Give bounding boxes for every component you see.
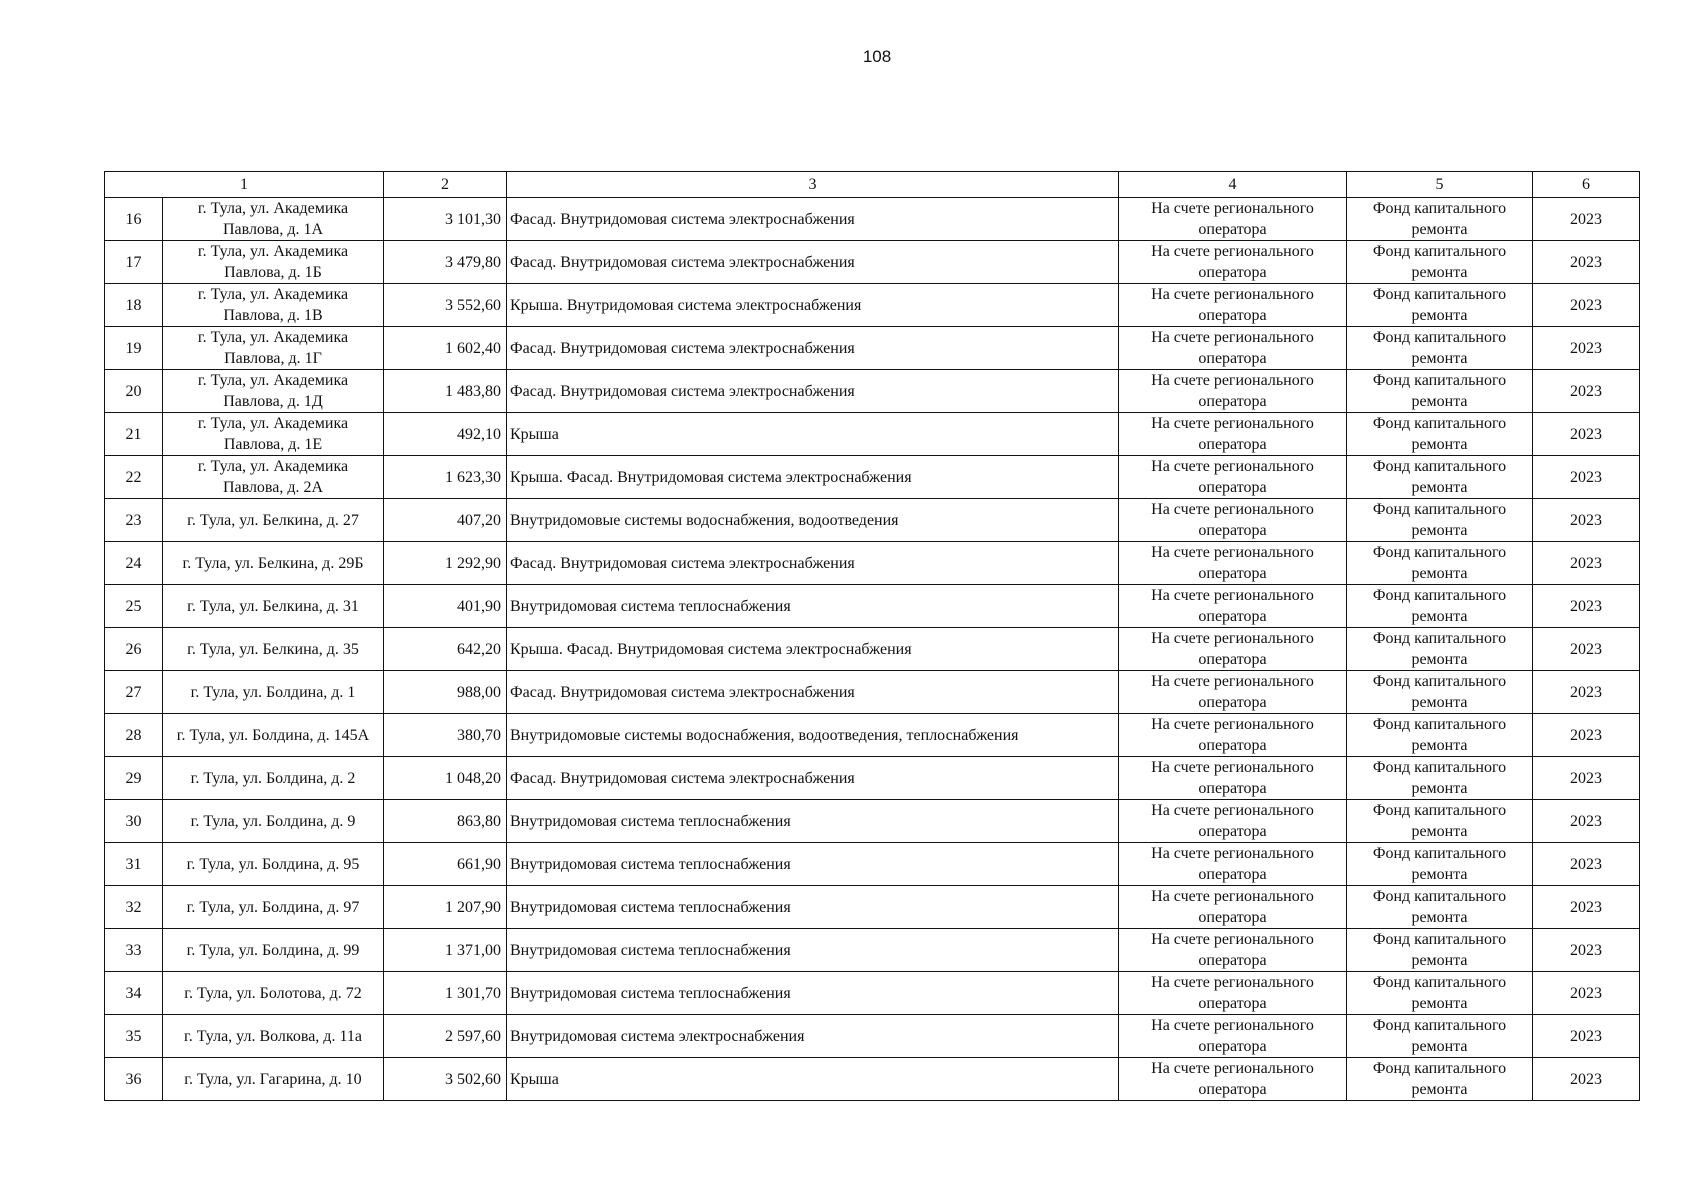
funding-source-cell: Фонд капитального ремонта bbox=[1347, 843, 1533, 886]
address-cell: г. Тула, ул. Академика Павлова, д. 1Б bbox=[163, 241, 384, 284]
address-cell: г. Тула, ул. Болдина, д. 97 bbox=[163, 886, 384, 929]
row-number: 35 bbox=[105, 1015, 163, 1058]
row-number: 32 bbox=[105, 886, 163, 929]
funding-source-cell: Фонд капитального ремонта bbox=[1347, 241, 1533, 284]
table-row bbox=[105, 1058, 1640, 1101]
fund-method-cell: На счете регионального оператора bbox=[1119, 585, 1347, 628]
header-cell-2: 2 bbox=[384, 172, 507, 198]
year-cell: 2023 bbox=[1533, 972, 1640, 1015]
table-row bbox=[105, 886, 1640, 929]
works-cell: Фасад. Внутридомовая система электроснабжения bbox=[507, 241, 1119, 284]
row-number: 27 bbox=[105, 671, 163, 714]
funding-source-cell: Фонд капитального ремонта bbox=[1347, 671, 1533, 714]
row-number: 33 bbox=[105, 929, 163, 972]
header-row bbox=[105, 172, 1640, 198]
row-number: 34 bbox=[105, 972, 163, 1015]
table-row bbox=[105, 800, 1640, 843]
fund-method-cell: На счете регионального оператора bbox=[1119, 284, 1347, 327]
funding-source-cell: Фонд капитального ремонта bbox=[1347, 972, 1533, 1015]
address-cell: г. Тула, ул. Болдина, д. 95 bbox=[163, 843, 384, 886]
funding-source-cell: Фонд капитального ремонта bbox=[1347, 757, 1533, 800]
address-cell: г. Тула, ул. Белкина, д. 35 bbox=[163, 628, 384, 671]
row-number: 36 bbox=[105, 1058, 163, 1101]
address-cell: г. Тула, ул. Болдина, д. 1 bbox=[163, 671, 384, 714]
area-cell: 1 301,70 bbox=[384, 972, 507, 1015]
fund-method-cell: На счете регионального оператора bbox=[1119, 542, 1347, 585]
area-cell: 3 101,30 bbox=[384, 198, 507, 241]
table-row bbox=[105, 542, 1640, 585]
table-row bbox=[105, 843, 1640, 886]
fund-method-cell: На счете регионального оператора bbox=[1119, 413, 1347, 456]
header-cell-4: 4 bbox=[1119, 172, 1347, 198]
fund-method-cell: На счете регионального оператора bbox=[1119, 1015, 1347, 1058]
table-row bbox=[105, 757, 1640, 800]
works-cell: Внутридомовые системы водоснабжения, водоотведения bbox=[507, 499, 1119, 542]
row-number: 26 bbox=[105, 628, 163, 671]
area-cell: 2 597,60 bbox=[384, 1015, 507, 1058]
works-cell: Фасад. Внутридомовая система электроснабжения bbox=[507, 370, 1119, 413]
fund-method-cell: На счете регионального оператора bbox=[1119, 628, 1347, 671]
works-cell: Крыша. Внутридомовая система электроснабжения bbox=[507, 284, 1119, 327]
header-cell-1: 1 bbox=[105, 172, 384, 198]
fund-method-cell: На счете регионального оператора bbox=[1119, 843, 1347, 886]
area-cell: 863,80 bbox=[384, 800, 507, 843]
funding-source-cell: Фонд капитального ремонта bbox=[1347, 327, 1533, 370]
year-cell: 2023 bbox=[1533, 413, 1640, 456]
row-number: 23 bbox=[105, 499, 163, 542]
table-row bbox=[105, 456, 1640, 499]
address-cell: г. Тула, ул. Гагарина, д. 10 bbox=[163, 1058, 384, 1101]
funding-source-cell: Фонд капитального ремонта bbox=[1347, 886, 1533, 929]
works-cell: Крыша. Фасад. Внутридомовая система электроснабжения bbox=[507, 456, 1119, 499]
works-cell: Крыша. Фасад. Внутридомовая система электроснабжения bbox=[507, 628, 1119, 671]
area-cell: 3 479,80 bbox=[384, 241, 507, 284]
address-cell: г. Тула, ул. Академика Павлова, д. 2А bbox=[163, 456, 384, 499]
year-cell: 2023 bbox=[1533, 757, 1640, 800]
row-number: 17 bbox=[105, 241, 163, 284]
fund-method-cell: На счете регионального оператора bbox=[1119, 241, 1347, 284]
funding-source-cell: Фонд капитального ремонта bbox=[1347, 413, 1533, 456]
table-row bbox=[105, 413, 1640, 456]
row-number: 28 bbox=[105, 714, 163, 757]
fund-method-cell: На счете регионального оператора bbox=[1119, 1058, 1347, 1101]
funding-source-cell: Фонд капитального ремонта bbox=[1347, 1058, 1533, 1101]
address-cell: г. Тула, ул. Академика Павлова, д. 1Г bbox=[163, 327, 384, 370]
area-cell: 1 207,90 bbox=[384, 886, 507, 929]
fund-method-cell: На счете регионального оператора bbox=[1119, 370, 1347, 413]
area-cell: 1 292,90 bbox=[384, 542, 507, 585]
area-cell: 3 502,60 bbox=[384, 1058, 507, 1101]
year-cell: 2023 bbox=[1533, 628, 1640, 671]
table-row bbox=[105, 714, 1640, 757]
fund-method-cell: На счете регионального оператора bbox=[1119, 757, 1347, 800]
table-row bbox=[105, 929, 1640, 972]
fund-method-cell: На счете регионального оператора bbox=[1119, 714, 1347, 757]
year-cell: 2023 bbox=[1533, 886, 1640, 929]
funding-source-cell: Фонд капитального ремонта bbox=[1347, 456, 1533, 499]
capital-repair-table bbox=[104, 171, 1640, 1101]
works-cell: Внутридомовая система теплоснабжения bbox=[507, 929, 1119, 972]
row-number: 31 bbox=[105, 843, 163, 886]
area-cell: 1 623,30 bbox=[384, 456, 507, 499]
area-cell: 988,00 bbox=[384, 671, 507, 714]
year-cell: 2023 bbox=[1533, 714, 1640, 757]
funding-source-cell: Фонд капитального ремонта bbox=[1347, 585, 1533, 628]
table-row bbox=[105, 1015, 1640, 1058]
fund-method-cell: На счете регионального оператора bbox=[1119, 198, 1347, 241]
row-number: 22 bbox=[105, 456, 163, 499]
year-cell: 2023 bbox=[1533, 585, 1640, 628]
year-cell: 2023 bbox=[1533, 1015, 1640, 1058]
year-cell: 2023 bbox=[1533, 284, 1640, 327]
year-cell: 2023 bbox=[1533, 370, 1640, 413]
funding-source-cell: Фонд капитального ремонта bbox=[1347, 198, 1533, 241]
year-cell: 2023 bbox=[1533, 1058, 1640, 1101]
year-cell: 2023 bbox=[1533, 456, 1640, 499]
fund-method-cell: На счете регионального оператора bbox=[1119, 671, 1347, 714]
funding-source-cell: Фонд капитального ремонта bbox=[1347, 714, 1533, 757]
address-cell: г. Тула, ул. Академика Павлова, д. 1А bbox=[163, 198, 384, 241]
address-cell: г. Тула, ул. Болдина, д. 145А bbox=[163, 714, 384, 757]
area-cell: 642,20 bbox=[384, 628, 507, 671]
table-body bbox=[105, 198, 1640, 1101]
row-number: 25 bbox=[105, 585, 163, 628]
address-cell: г. Тула, ул. Белкина, д. 29Б bbox=[163, 542, 384, 585]
works-cell: Фасад. Внутридомовая система электроснабжения bbox=[507, 757, 1119, 800]
fund-method-cell: На счете регионального оператора bbox=[1119, 327, 1347, 370]
row-number: 20 bbox=[105, 370, 163, 413]
address-cell: г. Тула, ул. Белкина, д. 31 bbox=[163, 585, 384, 628]
table-row bbox=[105, 198, 1640, 241]
area-cell: 1 483,80 bbox=[384, 370, 507, 413]
row-number: 16 bbox=[105, 198, 163, 241]
address-cell: г. Тула, ул. Болдина, д. 9 bbox=[163, 800, 384, 843]
funding-source-cell: Фонд капитального ремонта bbox=[1347, 284, 1533, 327]
table-row bbox=[105, 585, 1640, 628]
funding-source-cell: Фонд капитального ремонта bbox=[1347, 800, 1533, 843]
works-cell: Внутридомовые системы водоснабжения, водоотведения, теплоснабжения bbox=[507, 714, 1119, 757]
funding-source-cell: Фонд капитального ремонта bbox=[1347, 370, 1533, 413]
year-cell: 2023 bbox=[1533, 542, 1640, 585]
header-cell-6: 6 bbox=[1533, 172, 1640, 198]
works-cell: Фасад. Внутридомовая система электроснабжения bbox=[507, 198, 1119, 241]
table-row bbox=[105, 628, 1640, 671]
table-row bbox=[105, 284, 1640, 327]
page-number: 108 bbox=[862, 47, 892, 66]
works-cell: Внутридомовая система теплоснабжения bbox=[507, 972, 1119, 1015]
row-number: 30 bbox=[105, 800, 163, 843]
area-cell: 3 552,60 bbox=[384, 284, 507, 327]
area-cell: 661,90 bbox=[384, 843, 507, 886]
header-cell-5: 5 bbox=[1347, 172, 1533, 198]
address-cell: г. Тула, ул. Академика Павлова, д. 1В bbox=[163, 284, 384, 327]
fund-method-cell: На счете регионального оператора bbox=[1119, 800, 1347, 843]
year-cell: 2023 bbox=[1533, 929, 1640, 972]
table-row bbox=[105, 241, 1640, 284]
fund-method-cell: На счете регионального оператора bbox=[1119, 929, 1347, 972]
address-cell: г. Тула, ул. Академика Павлова, д. 1Д bbox=[163, 370, 384, 413]
works-cell: Внутридомовая система электроснабжения bbox=[507, 1015, 1119, 1058]
fund-method-cell: На счете регионального оператора bbox=[1119, 886, 1347, 929]
address-cell: г. Тула, ул. Болдина, д. 2 bbox=[163, 757, 384, 800]
header-cell-3: 3 bbox=[507, 172, 1119, 198]
area-cell: 401,90 bbox=[384, 585, 507, 628]
works-cell: Крыша bbox=[507, 413, 1119, 456]
address-cell: г. Тула, ул. Белкина, д. 27 bbox=[163, 499, 384, 542]
table-row bbox=[105, 671, 1640, 714]
fund-method-cell: На счете регионального оператора bbox=[1119, 499, 1347, 542]
works-cell: Фасад. Внутридомовая система электроснабжения bbox=[507, 671, 1119, 714]
works-cell: Внутридомовая система теплоснабжения bbox=[507, 585, 1119, 628]
table-row bbox=[105, 972, 1640, 1015]
row-number: 18 bbox=[105, 284, 163, 327]
funding-source-cell: Фонд капитального ремонта bbox=[1347, 542, 1533, 585]
area-cell: 407,20 bbox=[384, 499, 507, 542]
area-cell: 380,70 bbox=[384, 714, 507, 757]
fund-method-cell: На счете регионального оператора bbox=[1119, 972, 1347, 1015]
works-cell: Фасад. Внутридомовая система электроснабжения bbox=[507, 327, 1119, 370]
year-cell: 2023 bbox=[1533, 800, 1640, 843]
address-cell: г. Тула, ул. Болотова, д. 72 bbox=[163, 972, 384, 1015]
works-cell: Крыша bbox=[507, 1058, 1119, 1101]
year-cell: 2023 bbox=[1533, 327, 1640, 370]
row-number: 29 bbox=[105, 757, 163, 800]
funding-source-cell: Фонд капитального ремонта bbox=[1347, 1015, 1533, 1058]
table-row bbox=[105, 327, 1640, 370]
area-cell: 1 048,20 bbox=[384, 757, 507, 800]
address-cell: г. Тула, ул. Академика Павлова, д. 1Е bbox=[163, 413, 384, 456]
row-number: 24 bbox=[105, 542, 163, 585]
area-cell: 492,10 bbox=[384, 413, 507, 456]
address-cell: г. Тула, ул. Болдина, д. 99 bbox=[163, 929, 384, 972]
area-cell: 1 371,00 bbox=[384, 929, 507, 972]
works-cell: Внутридомовая система теплоснабжения bbox=[507, 800, 1119, 843]
area-cell: 1 602,40 bbox=[384, 327, 507, 370]
funding-source-cell: Фонд капитального ремонта bbox=[1347, 499, 1533, 542]
funding-source-cell: Фонд капитального ремонта bbox=[1347, 929, 1533, 972]
funding-source-cell: Фонд капитального ремонта bbox=[1347, 628, 1533, 671]
table-row bbox=[105, 370, 1640, 413]
year-cell: 2023 bbox=[1533, 843, 1640, 886]
row-number: 19 bbox=[105, 327, 163, 370]
works-cell: Внутридомовая система теплоснабжения bbox=[507, 843, 1119, 886]
year-cell: 2023 bbox=[1533, 241, 1640, 284]
address-cell: г. Тула, ул. Волкова, д. 11а bbox=[163, 1015, 384, 1058]
year-cell: 2023 bbox=[1533, 499, 1640, 542]
year-cell: 2023 bbox=[1533, 671, 1640, 714]
table-row bbox=[105, 499, 1640, 542]
works-cell: Внутридомовая система теплоснабжения bbox=[507, 886, 1119, 929]
fund-method-cell: На счете регионального оператора bbox=[1119, 456, 1347, 499]
year-cell: 2023 bbox=[1533, 198, 1640, 241]
row-number: 21 bbox=[105, 413, 163, 456]
works-cell: Фасад. Внутридомовая система электроснабжения bbox=[507, 542, 1119, 585]
